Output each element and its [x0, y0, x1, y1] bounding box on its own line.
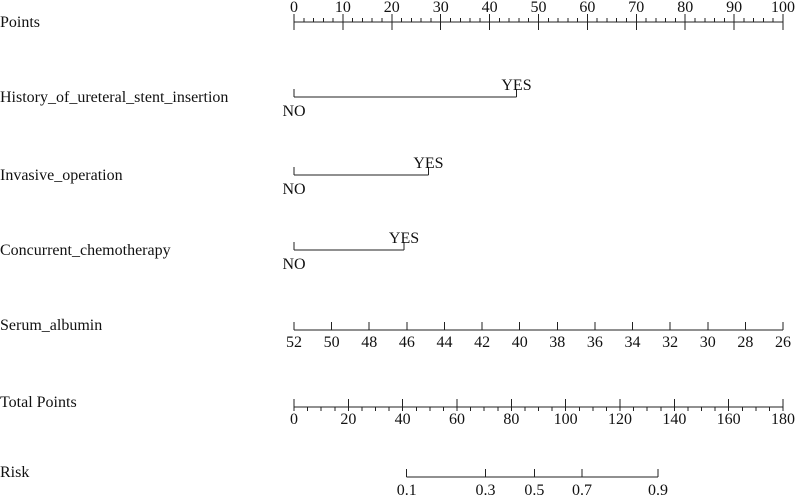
row-label-total-points: Total Points	[0, 394, 77, 411]
tick-label-risk: 0.5	[524, 482, 545, 499]
tick-label-serum-albumin: 26	[775, 334, 791, 351]
tick-label-total-points: 180	[771, 411, 795, 428]
tick-label-total-points: 80	[503, 411, 520, 428]
tick-label-points: 60	[579, 0, 596, 16]
tick-label-serum-albumin: 48	[361, 334, 378, 351]
tick-label-points: 30	[432, 0, 449, 16]
row-label-risk: Risk	[0, 464, 30, 481]
tick-label-points: 80	[677, 0, 694, 16]
tick-label-risk: 0.3	[475, 482, 496, 499]
tick-label-serum-albumin: 38	[549, 334, 566, 351]
tick-label-serum-albumin: 46	[398, 334, 415, 351]
tick-label-points: 90	[726, 0, 743, 16]
row-label-history-of-ureteral-stent-insertion: History_of_ureteral_stent_insertion	[0, 89, 229, 106]
tick-label-total-points: 140	[662, 411, 687, 428]
tick-label-points: 50	[530, 0, 547, 16]
tick-label-serum-albumin: 34	[624, 334, 641, 351]
tick-label-points: 20	[383, 0, 400, 16]
tick-label-points: 0	[290, 0, 298, 16]
tick-label-points: 70	[628, 0, 645, 16]
tick-label-serum-albumin: 52	[286, 334, 302, 351]
tick-label-total-points: 100	[553, 411, 578, 428]
category-label-history-of-ureteral-stent-insertion: YES	[501, 77, 532, 94]
tick-label-points: 100	[771, 0, 795, 16]
tick-label-serum-albumin: 28	[737, 334, 754, 351]
tick-label-serum-albumin: 32	[662, 334, 679, 351]
tick-label-serum-albumin: 44	[436, 334, 453, 351]
tick-label-risk: 0.9	[648, 482, 669, 499]
tick-label-total-points: 120	[608, 411, 632, 428]
tick-label-serum-albumin: 40	[511, 334, 528, 351]
tick-label-serum-albumin: 50	[323, 334, 340, 351]
category-label-history-of-ureteral-stent-insertion: NO	[282, 103, 306, 120]
category-label-invasive-operation: NO	[282, 181, 306, 198]
tick-label-risk: 0.7	[571, 482, 592, 499]
tick-label-serum-albumin: 36	[586, 334, 603, 351]
row-label-concurrent-chemotherapy: Concurrent_chemotherapy	[0, 242, 171, 259]
tick-label-serum-albumin: 42	[474, 334, 491, 351]
category-label-invasive-operation: YES	[413, 155, 444, 172]
row-label-serum-albumin: Serum_albumin	[0, 317, 103, 334]
tick-label-total-points: 20	[340, 411, 357, 428]
tick-label-points: 40	[481, 0, 498, 16]
row-label-invasive-operation: Invasive_operation	[0, 167, 123, 184]
tick-label-risk: 0.1	[396, 482, 417, 499]
tick-label-total-points: 160	[716, 411, 741, 428]
tick-label-total-points: 60	[449, 411, 465, 428]
tick-label-total-points: 0	[290, 411, 298, 428]
category-label-concurrent-chemotherapy: YES	[388, 230, 420, 247]
tick-label-total-points: 40	[394, 411, 411, 428]
tick-label-serum-albumin: 30	[699, 334, 716, 351]
category-label-concurrent-chemotherapy: NO	[282, 256, 306, 273]
row-label-points: Points	[0, 14, 41, 31]
tick-label-points: 10	[334, 0, 351, 16]
